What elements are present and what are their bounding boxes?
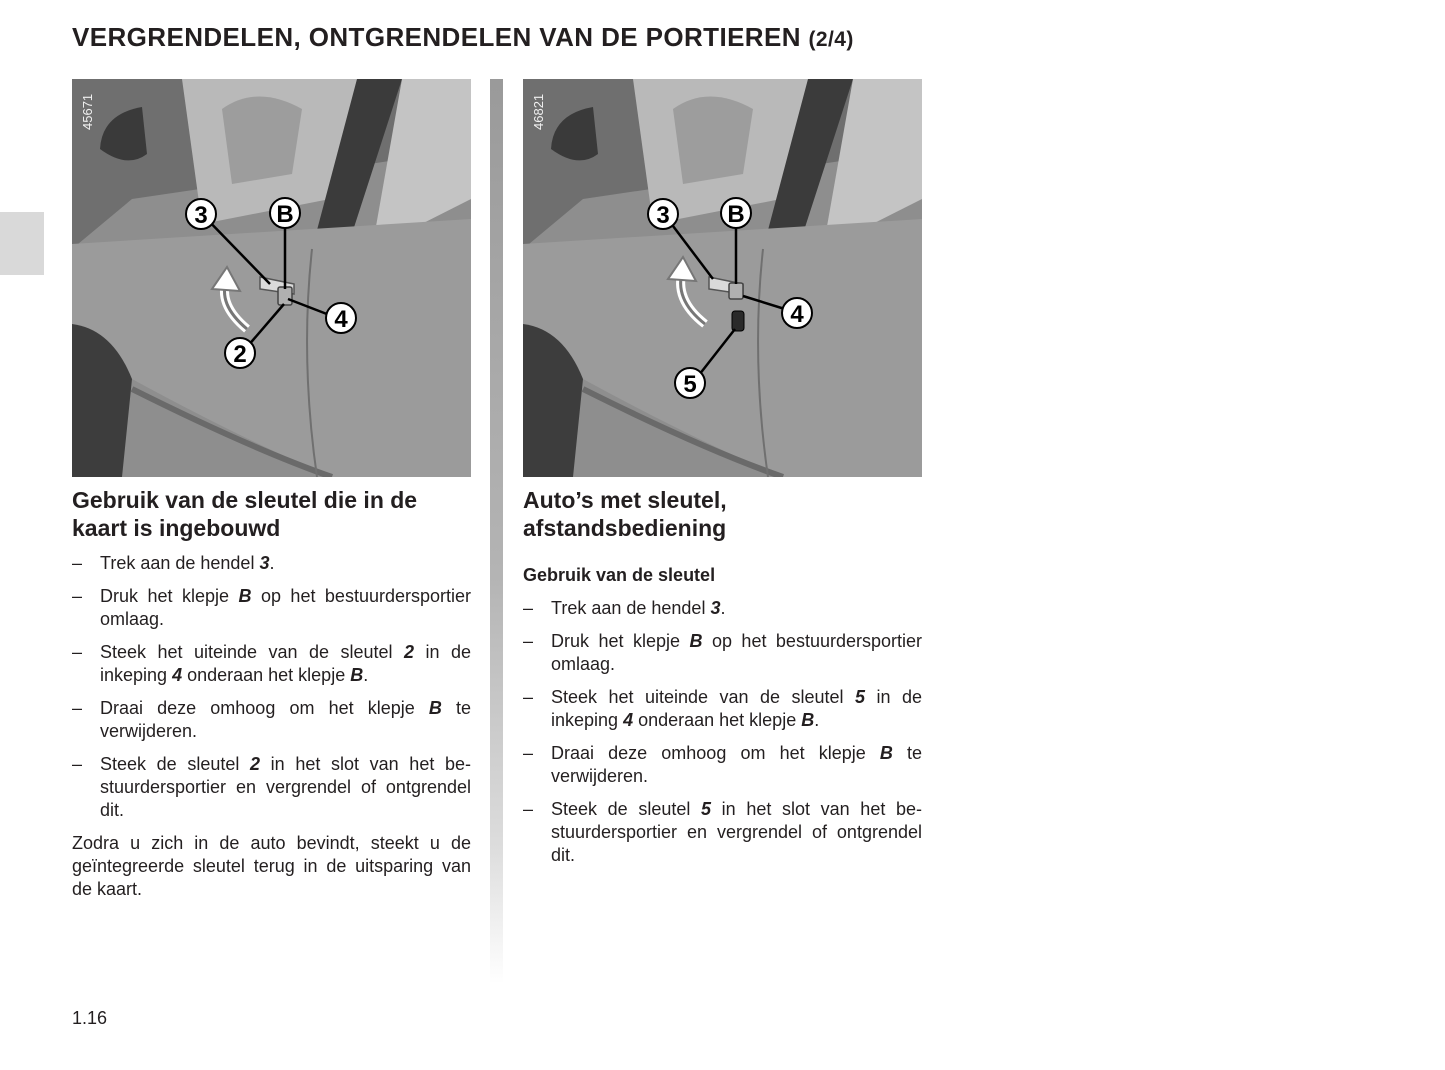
step-reference: B — [428, 698, 442, 718]
svg-text:B: B — [276, 201, 294, 228]
step-text: Druk het klepje — [551, 631, 690, 651]
step-text: op het bestuurdersportier omlaag. — [100, 586, 471, 629]
step-text: onderaan het klepje — [182, 665, 351, 685]
step-item — [72, 697, 471, 743]
step-reference: B — [238, 586, 252, 606]
step-text: Druk het klepje — [100, 586, 239, 606]
page-title-suffix: (2/4) — [808, 28, 854, 51]
figure-number: 46821 — [531, 93, 546, 131]
step-reference: 2 — [404, 642, 415, 662]
step-item — [523, 630, 922, 676]
figure-number: 45671 — [80, 93, 95, 131]
right-column — [523, 79, 922, 877]
list-dash: – — [523, 687, 534, 707]
svg-text:B: B — [727, 201, 745, 228]
left-column — [72, 79, 471, 901]
step-item — [523, 686, 922, 732]
step-item — [72, 753, 471, 822]
chapter-tab — [0, 212, 44, 275]
note-text: Zodra u zich in de auto bevindt, steekt u de geïntegreerde sleutel terug in de uitsparing van de kaart. — [72, 833, 471, 899]
step-text: op het bestuurdersportier omlaag. — [551, 631, 922, 674]
step-text: Trek aan de hendel — [100, 553, 260, 573]
step-text: Steek het uiteinde van de sleutel — [100, 642, 404, 662]
step-reference: B — [689, 631, 703, 651]
step-item — [72, 641, 471, 687]
step-text: . — [720, 598, 726, 618]
step-reference: B — [879, 743, 893, 763]
callout-3 — [186, 199, 216, 229]
step-reference: 4 — [172, 665, 183, 685]
step-text: in het slot van het bestuurdersportier en vergrendel of ontgrendel dit. — [100, 754, 471, 820]
step-text: onderaan het klepje — [633, 710, 802, 730]
step-reference: B — [350, 665, 364, 685]
step-item — [72, 585, 471, 631]
step-item — [523, 798, 922, 867]
section-heading-card-key: Gebruik van de sleutel die in de kaart is ingebouwd — [72, 487, 418, 541]
step-reference: 4 — [623, 710, 634, 730]
list-dash: – — [523, 743, 534, 763]
step-text: Draai deze omhoog om het klepje — [551, 743, 880, 763]
svg-text:4: 4 — [334, 306, 348, 333]
step-reference: B — [801, 710, 815, 730]
list-dash: – — [523, 631, 534, 651]
step-text: Steek de sleutel — [551, 799, 702, 819]
list-dash: – — [72, 642, 83, 662]
page-number: 1.16 — [72, 1008, 108, 1028]
list-dash: – — [523, 799, 534, 819]
step-text: Trek aan de hendel — [551, 598, 711, 618]
step-text: Steek de sleutel — [100, 754, 251, 774]
step-item — [523, 742, 922, 788]
step-reference: 5 — [855, 687, 866, 707]
svg-text:3: 3 — [656, 202, 670, 229]
list-dash: – — [72, 553, 83, 573]
door-illustration-card-key — [72, 79, 471, 477]
step-text: te verwijderen. — [100, 698, 471, 741]
step-text: . — [269, 553, 275, 573]
page-title: VERGRENDELEN, ONTGRENDELEN VAN DE PORTIEREN (2/4) — [72, 22, 854, 52]
sub-heading-key-usage: Gebruik van de sleutel — [523, 565, 716, 585]
svg-text:5: 5 — [683, 371, 697, 398]
step-list-card-key — [72, 552, 471, 822]
step-reference: 3 — [710, 598, 721, 618]
callout-4 — [326, 303, 356, 333]
section-heading-remote-key: Auto’s met sleutel, afstandsbediening — [523, 487, 727, 541]
step-text: . — [363, 665, 369, 685]
list-dash: – — [72, 754, 83, 774]
step-text: Draai deze omhoog om het klepje — [100, 698, 429, 718]
step-reference: 2 — [250, 754, 261, 774]
svg-text:4: 4 — [790, 301, 804, 328]
callout-3 — [648, 199, 678, 229]
callout-B — [270, 198, 300, 228]
step-text: in de inkeping — [100, 642, 471, 685]
callout-5 — [675, 368, 705, 398]
column-divider — [490, 79, 503, 984]
step-text: in het slot van het bestuurdersportier en vergrendel of ontgrendel dit. — [551, 799, 922, 865]
step-text: . — [814, 710, 820, 730]
step-reference: 5 — [701, 799, 712, 819]
figure-card-key — [72, 79, 471, 477]
step-reference: 3 — [259, 553, 270, 573]
step-list-remote-key — [523, 597, 922, 867]
callout-4 — [782, 298, 812, 328]
step-text: te verwijderen. — [551, 743, 922, 786]
figure-remote-key — [523, 79, 922, 477]
svg-text:2: 2 — [233, 341, 247, 368]
step-text: in de inkeping — [551, 687, 922, 730]
step-item — [72, 552, 471, 575]
door-illustration-remote-key — [523, 79, 922, 477]
svg-text:3: 3 — [194, 202, 208, 229]
callout-B — [721, 198, 751, 228]
step-text: Steek het uiteinde van de sleutel — [551, 687, 855, 707]
step-item — [523, 597, 922, 620]
list-dash: – — [72, 586, 83, 606]
list-dash: – — [523, 598, 534, 618]
list-dash: – — [72, 698, 83, 718]
callout-2 — [225, 338, 255, 368]
